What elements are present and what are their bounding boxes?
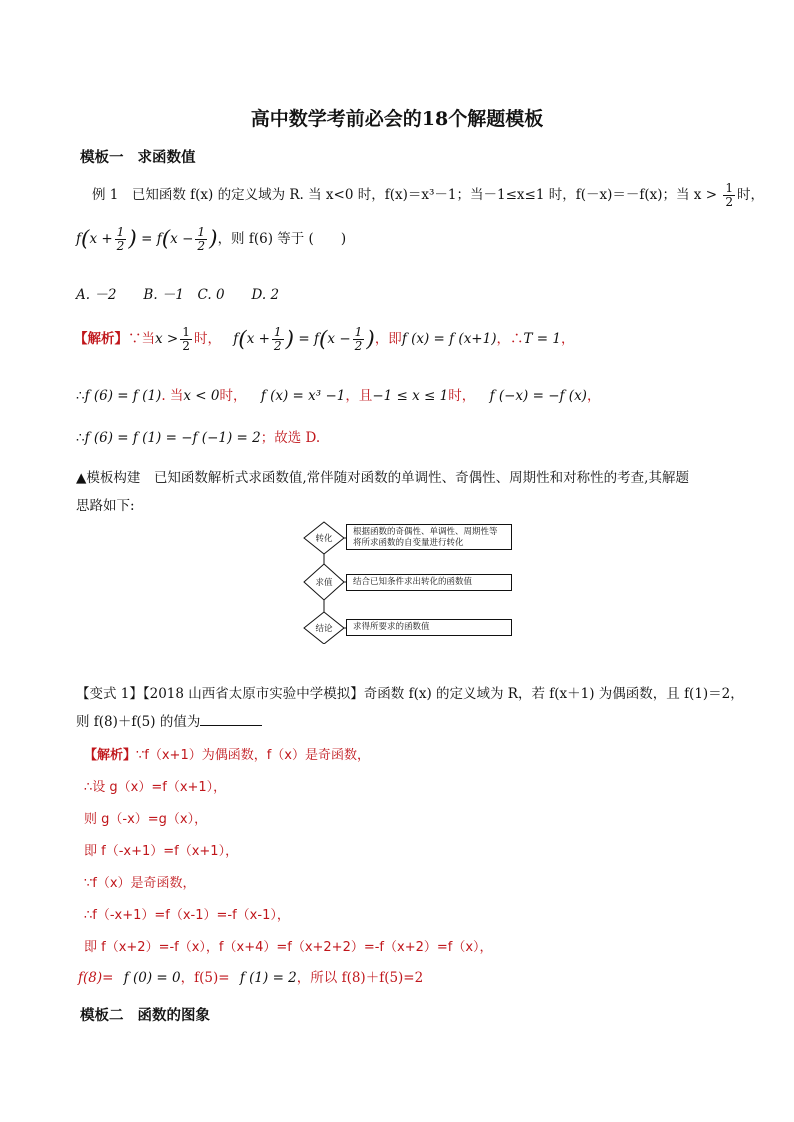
analysis-2-line-1 [84, 744, 370, 763]
math-expr: x + [246, 330, 270, 347]
fraction-numerator: 1 [273, 325, 282, 339]
analysis-text: ；故选 D. [260, 430, 321, 446]
analysis-text: 时， [448, 388, 476, 404]
analysis-1-line-1: 【解析】∵当x > $\frac{1}{2}$ 时， f(x + $\frac{1}{2}$ ) = f(x − $\frac{1}{2}$ )，即f (x) = f (x+1)，∴T = 1， [74, 325, 575, 353]
analysis-text: ∵f（x+1）为偶函数，f（x）是奇函数， [136, 748, 370, 763]
analysis-text: ，即 [374, 330, 402, 347]
math-expr: x − [327, 330, 351, 347]
fraction-numerator: 1 [197, 225, 206, 239]
analysis-text: ∵当 [128, 330, 155, 347]
analysis-1-line-3 [76, 426, 320, 446]
answer-options: A. －2 B. －1 C. 0 D. 2 [76, 287, 280, 303]
flow-step-2-box: 结合已知条件求出转化的函数值 [346, 574, 512, 591]
analysis-2-line-4: 即 f（-x+1）=f（x+1）， [84, 844, 239, 859]
fraction-numerator: 1 [725, 181, 734, 195]
analysis-text: ，∴ [496, 330, 524, 347]
example-text: 例 1 已知函数 f(x) 的定义域为 R. 当 x<0 时，f(x)＝x³－1；当－1≤x≤1 时，f(－x)＝－f(x)；当 x > [92, 186, 718, 203]
example-1-equation: f(x + $\frac{1}{2}$ ) = f(x − $\frac{1}{2}$ )，则 f(6) 等于 ( ) [76, 225, 347, 253]
math-expr: f (1) = 2 [239, 970, 297, 986]
section-label: 模板二 [80, 1007, 124, 1024]
math-expr: T = 1 [523, 330, 561, 347]
flow-step-1-box: 根据函数的奇偶性、单调性、周期性等将所求函数的自变量进行转化 [346, 524, 512, 550]
variant-1-line-1: 【变式 1】【2018 山西省太原市实验中学模拟】奇函数 f(x) 的定义域为 R，若 f(x＋1) 为偶函数，且 f(1)＝2， [76, 686, 744, 702]
math-expr: f (6) = f (1) = −f (−1) = 2 [84, 430, 261, 446]
fraction-denominator: 2 [116, 238, 125, 253]
fraction-denominator: 2 [354, 338, 363, 353]
fraction-denominator: 2 [725, 194, 734, 209]
analysis-text: ，f(5)= [180, 970, 230, 986]
construct-line-1: ▲模板构建 已知函数解析式求函数值,常伴随对函数的单调性、奇偶性、周期性和对称性的考查,其解题 [76, 470, 689, 486]
section-name: 求函数值 [137, 149, 196, 166]
answer-blank[interactable] [200, 713, 262, 726]
analysis-2-line-3: 则 g（-x）=g（x）， [84, 812, 208, 827]
math-expr: f (x) = f (x+1) [401, 330, 497, 347]
construct-line-2: 思路如下: [76, 498, 135, 514]
math-expr: f (0) = 0 [123, 970, 181, 986]
example-1-line-1 [92, 182, 764, 209]
variant-text: 则 f(8)＋f(5) 的值为 [76, 714, 201, 730]
example-text-end: 时， [737, 186, 765, 203]
analysis-text: ，所以 f(8)＋f(5)=2 [296, 970, 424, 986]
analysis-text: ， [560, 330, 575, 347]
math-expr: x < 0 [183, 388, 220, 404]
fraction-denominator: 2 [273, 338, 282, 353]
fraction-numerator: 1 [116, 225, 125, 239]
section-name: 函数的图象 [137, 1007, 210, 1024]
section-label: 模板一 [80, 149, 124, 166]
fraction-numerator: 1 [182, 325, 190, 339]
analysis-2-line-8 [78, 966, 423, 986]
flow-step-1-label: 转化 [315, 534, 333, 544]
fraction-one-half [723, 182, 735, 209]
flow-step-3-box: 求得所要求的函数值 [346, 619, 512, 636]
math-expr: f (6) = f (1) [84, 388, 162, 404]
fraction-numerator: 1 [354, 325, 363, 339]
therefore-symbol: ∴ [76, 430, 85, 446]
analysis-2-line-5: ∵f（x）是奇函数， [84, 876, 196, 891]
analysis-2-line-6: ∴f（-x+1）=f（x-1）=-f（x-1）， [84, 908, 290, 923]
analysis-1-line-2 [76, 384, 600, 404]
fraction-denominator: 2 [182, 338, 190, 353]
math-expr: f (x) = x³ −1 [260, 388, 346, 404]
analysis-2-line-7: 即 f（x+2）=-f（x），f（x+4）=f（x+2+2）=-f（x+2）=f（x）， [84, 940, 493, 955]
eq-x-minus: x − [170, 230, 194, 247]
section-heading-2 [80, 1004, 210, 1025]
variant-1-line-2 [76, 710, 262, 730]
eq-x-plus: x + [89, 230, 113, 247]
flow-step-3-label: 结论 [315, 624, 333, 634]
analysis-text: f(8)= [78, 970, 114, 986]
fraction-denominator: 2 [197, 238, 206, 253]
analysis-text: . 当 [161, 388, 184, 404]
flow-step-2-label: 求值 [315, 578, 333, 588]
math-expr: = f [298, 330, 319, 347]
eq-equals-f: = f [141, 230, 162, 247]
analysis-text: ，且 [345, 388, 373, 404]
analysis-text: 时， [219, 388, 247, 404]
analysis-text: ， [586, 388, 601, 404]
math-expr: f (−x) = −f (x) [489, 388, 587, 404]
eq-f: f [76, 230, 81, 247]
document-title: 高中数学考前必会的18个解题模板 [250, 108, 544, 130]
analysis-2-line-2: ∴设 g（x）=f（x+1）， [84, 780, 227, 795]
therefore-symbol: ∴ [76, 388, 85, 404]
math-expr: f [233, 330, 239, 347]
eq-question: ，则 f(6) 等于 ( ) [217, 230, 347, 247]
analysis-text: 时， [193, 330, 221, 347]
math-expr: x > [155, 330, 179, 347]
analysis-tag: 【解析】 [74, 330, 128, 347]
math-expr: −1 ≤ x ≤ 1 [372, 388, 449, 404]
analysis-tag: 【解析】 [84, 748, 137, 763]
section-heading-1 [80, 146, 196, 167]
